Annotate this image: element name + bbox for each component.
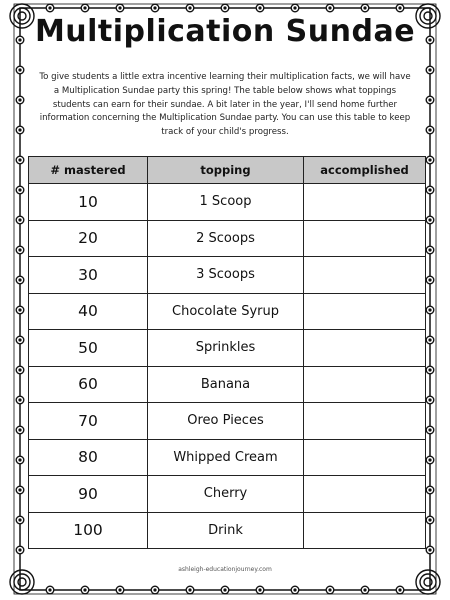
accomplished-cell <box>304 257 426 294</box>
mastered-cell: 30 <box>29 257 148 294</box>
border-bead-center <box>363 588 366 591</box>
border-bead-center <box>293 588 296 591</box>
border-bead-center <box>188 6 191 9</box>
topping-cell: Cherry <box>148 476 304 513</box>
border-bead-center <box>428 368 431 371</box>
accomplished-cell <box>304 403 426 440</box>
border-bead-center <box>428 128 431 131</box>
border-bead-center <box>18 128 21 131</box>
border-bead-center <box>428 188 431 191</box>
border-bead-center <box>83 588 86 591</box>
border-bead-center <box>363 6 366 9</box>
accomplished-cell <box>304 366 426 403</box>
header-mastered: # mastered <box>29 157 148 184</box>
mastered-cell: 80 <box>29 439 148 476</box>
border-bead-center <box>428 488 431 491</box>
border-bead-center <box>328 6 331 9</box>
border-bead-center <box>18 338 21 341</box>
border-bead-center <box>118 588 121 591</box>
header-accomplished: accomplished <box>304 157 426 184</box>
toppings-table <box>28 156 426 549</box>
border-bead-center <box>398 588 401 591</box>
mastered-cell: 70 <box>29 403 148 440</box>
topping-cell: Banana <box>148 366 304 403</box>
border-bead-center <box>18 308 21 311</box>
border-bead-center <box>428 248 431 251</box>
table-row <box>29 366 426 403</box>
corner-swirl-bottom-left <box>10 570 34 594</box>
accomplished-cell <box>304 476 426 513</box>
border-bead-center <box>428 68 431 71</box>
border-bead-center <box>18 488 21 491</box>
accomplished-cell <box>304 293 426 330</box>
border-bead-center <box>18 248 21 251</box>
topping-cell: Whipped Cream <box>148 439 304 476</box>
table-row <box>29 476 426 513</box>
topping-cell: Drink <box>148 512 304 549</box>
border-bead-center <box>48 6 51 9</box>
table-row <box>29 330 426 367</box>
topping-cell: 2 Scoops <box>148 220 304 257</box>
mastered-cell: 40 <box>29 293 148 330</box>
border-bead-center <box>223 588 226 591</box>
table-header-row <box>29 157 426 184</box>
mastered-cell: 100 <box>29 512 148 549</box>
topping-cell: Chocolate Syrup <box>148 293 304 330</box>
border-bead-center <box>153 588 156 591</box>
table-row <box>29 257 426 294</box>
border-bead-center <box>18 548 21 551</box>
border-bead-center <box>18 518 21 521</box>
border-bead-center <box>18 98 21 101</box>
border-bead-center <box>153 6 156 9</box>
header-topping: topping <box>148 157 304 184</box>
border-bead-center <box>18 68 21 71</box>
border-bead-center <box>18 218 21 221</box>
border-bead-center <box>428 518 431 521</box>
border-bead-center <box>118 6 121 9</box>
intro-paragraph: To give students a little extra incentive learning their multiplication facts, we will have a Multiplication Sundae party this spring! The table below shows what toppings students can earn for their sundae. A bit later in the year, I'll send home further information concerning the Multiplication Sundae party. You can use this table to keep track of your child's progress. <box>39 72 411 138</box>
border-bead-center <box>18 458 21 461</box>
accomplished-cell <box>304 512 426 549</box>
accomplished-cell <box>304 220 426 257</box>
border-bead-center <box>428 458 431 461</box>
topping-cell: Oreo Pieces <box>148 403 304 440</box>
border-bead-center <box>428 158 431 161</box>
mastered-cell: 20 <box>29 220 148 257</box>
border-bead-center <box>188 588 191 591</box>
border-bead-center <box>48 588 51 591</box>
border-bead-center <box>223 6 226 9</box>
table-row <box>29 184 426 221</box>
border-bead-center <box>428 218 431 221</box>
border-bead-center <box>83 6 86 9</box>
border-bead-center <box>428 398 431 401</box>
border-bead-center <box>18 278 21 281</box>
border-bead-center <box>18 428 21 431</box>
corner-swirl-bottom-right <box>416 570 440 594</box>
border-bead-center <box>328 588 331 591</box>
table-row <box>29 220 426 257</box>
topping-cell: 1 Scoop <box>148 184 304 221</box>
border-bead-center <box>18 158 21 161</box>
accomplished-cell <box>304 330 426 367</box>
border-bead-center <box>258 6 261 9</box>
mastered-cell: 60 <box>29 366 148 403</box>
table-row <box>29 293 426 330</box>
border-bead-center <box>428 98 431 101</box>
mastered-cell: 90 <box>29 476 148 513</box>
border-bead-center <box>293 6 296 9</box>
border-bead-center <box>428 278 431 281</box>
page-title: Multiplication Sundae <box>34 14 416 49</box>
border-bead-center <box>18 398 21 401</box>
topping-cell: Sprinkles <box>148 330 304 367</box>
table-row <box>29 512 426 549</box>
border-bead-center <box>428 308 431 311</box>
mastered-cell: 50 <box>29 330 148 367</box>
footer-credit: ashleigh-educationjourney.com <box>178 566 272 573</box>
border-bead-center <box>258 588 261 591</box>
table-row <box>29 439 426 476</box>
border-bead-center <box>398 6 401 9</box>
border-bead-center <box>18 188 21 191</box>
border-bead-center <box>428 548 431 551</box>
border-bead-center <box>18 368 21 371</box>
accomplished-cell <box>304 439 426 476</box>
border-bead-center <box>428 338 431 341</box>
table-row <box>29 403 426 440</box>
mastered-cell: 10 <box>29 184 148 221</box>
accomplished-cell <box>304 184 426 221</box>
border-bead-center <box>428 428 431 431</box>
topping-cell: 3 Scoops <box>148 257 304 294</box>
